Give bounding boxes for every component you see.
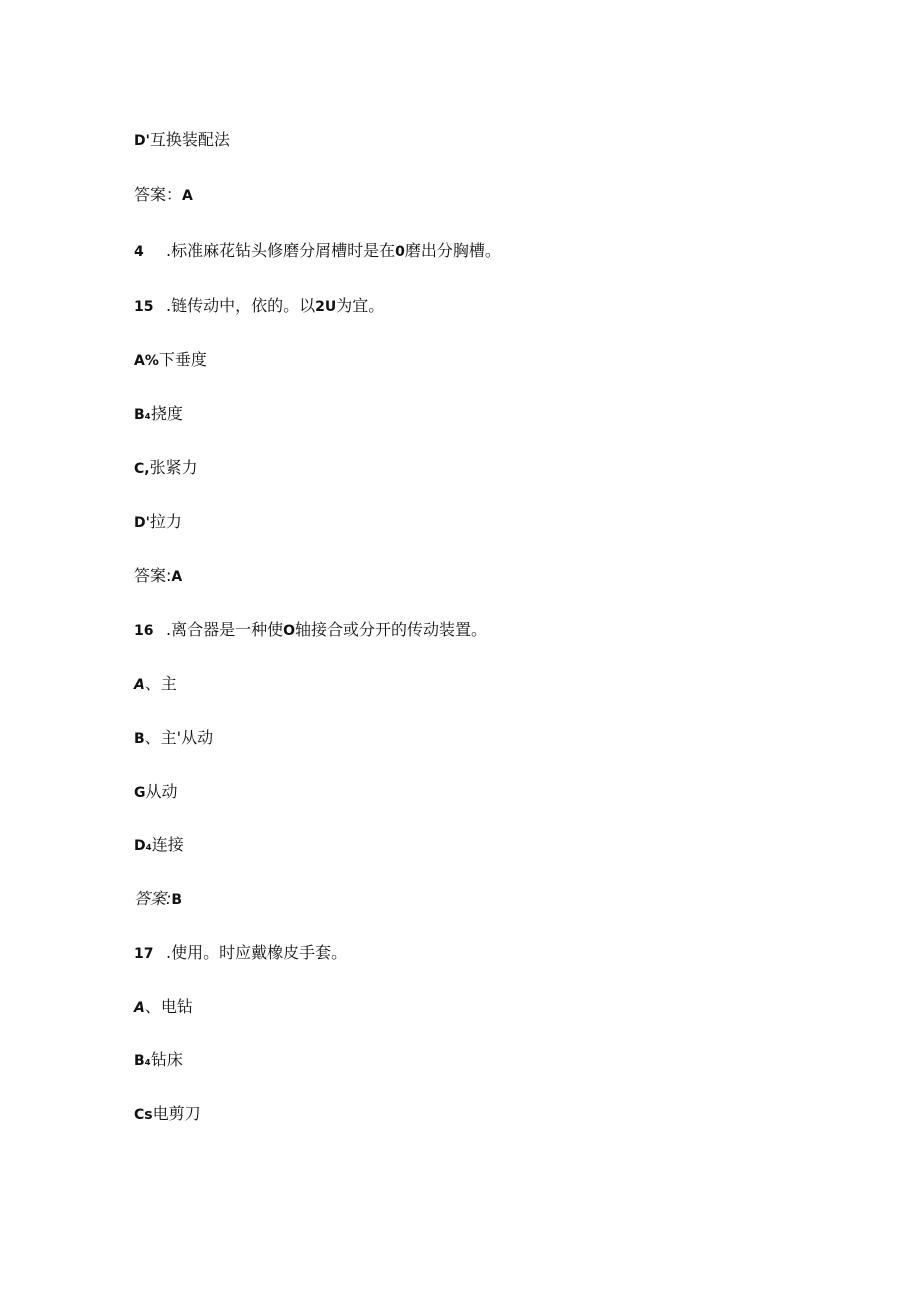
option-c-line (134, 457, 198, 479)
option-text: 连接 (151, 835, 184, 854)
answer-label: 答案: (134, 566, 172, 585)
option-d-line (134, 129, 230, 151)
question-text: .链传动中，依的。以 (166, 296, 316, 315)
option-b-line (134, 1049, 183, 1071)
answer-label: 答案： (134, 185, 183, 204)
option-a-line (134, 996, 193, 1018)
question-text: .使用。时应戴橡皮手套。 (166, 943, 348, 962)
question-text-2: 磨出分胸槽。 (404, 241, 501, 260)
answer-line (134, 888, 182, 910)
option-prefix: D' (134, 515, 150, 531)
option-a-line (134, 349, 207, 371)
question-number: 4 (134, 244, 144, 260)
answer-line (134, 565, 182, 587)
question-text-2: 为宜。 (336, 296, 385, 315)
option-c-line (134, 1103, 201, 1125)
option-prefix: D₄ (134, 838, 152, 854)
option-text: 张紧力 (149, 458, 198, 477)
question-text: .标准麻花钻头修磨分屑槽时是在 (166, 241, 396, 260)
question-blank: 0 (395, 244, 405, 260)
question-number: 17 (134, 946, 154, 962)
option-text: 挠度 (150, 404, 183, 423)
option-d-line (134, 834, 184, 856)
question-text: .离合器是一种使 (166, 620, 284, 639)
answer-value: A (171, 569, 183, 585)
option-c-line (134, 781, 178, 803)
option-prefix: A (134, 677, 145, 693)
option-text: 钻床 (150, 1050, 183, 1069)
answer-label: 答案: (134, 889, 172, 908)
option-text: 、主 (144, 674, 177, 693)
answer-value: B (171, 892, 183, 908)
option-prefix: G (134, 785, 146, 801)
option-prefix: Cs (134, 1107, 153, 1123)
question-line (134, 942, 347, 964)
question-number: 15 (134, 299, 154, 315)
question-number: 16 (134, 623, 154, 639)
option-prefix: A% (134, 353, 159, 369)
answer-line (134, 184, 193, 206)
question-line (134, 240, 501, 262)
option-text: 电剪刀 (152, 1104, 201, 1123)
option-a-line (134, 673, 177, 695)
option-prefix: B₄ (134, 1053, 151, 1069)
question-line (134, 619, 487, 641)
question-text-2: 轴接合或分开的传动装置。 (295, 620, 488, 639)
option-prefix: B (134, 731, 145, 747)
option-prefix: D' (134, 133, 150, 149)
option-b-line (134, 403, 183, 425)
answer-value: A (182, 188, 193, 204)
option-prefix: C, (134, 461, 150, 477)
option-b-line (134, 727, 213, 749)
option-text: 下垂度 (158, 350, 207, 369)
option-prefix: A (134, 1000, 145, 1016)
option-text: 、主'从动 (144, 728, 214, 747)
question-blank: 2U (315, 299, 337, 315)
question-line (134, 295, 384, 317)
option-text: 拉力 (149, 512, 182, 531)
option-text: 、电钻 (144, 997, 193, 1016)
option-text: 从动 (145, 782, 178, 801)
option-d-line (134, 511, 182, 533)
question-blank: O (283, 623, 295, 639)
option-prefix: B₄ (134, 407, 151, 423)
option-text: 互换装配法 (149, 130, 230, 149)
